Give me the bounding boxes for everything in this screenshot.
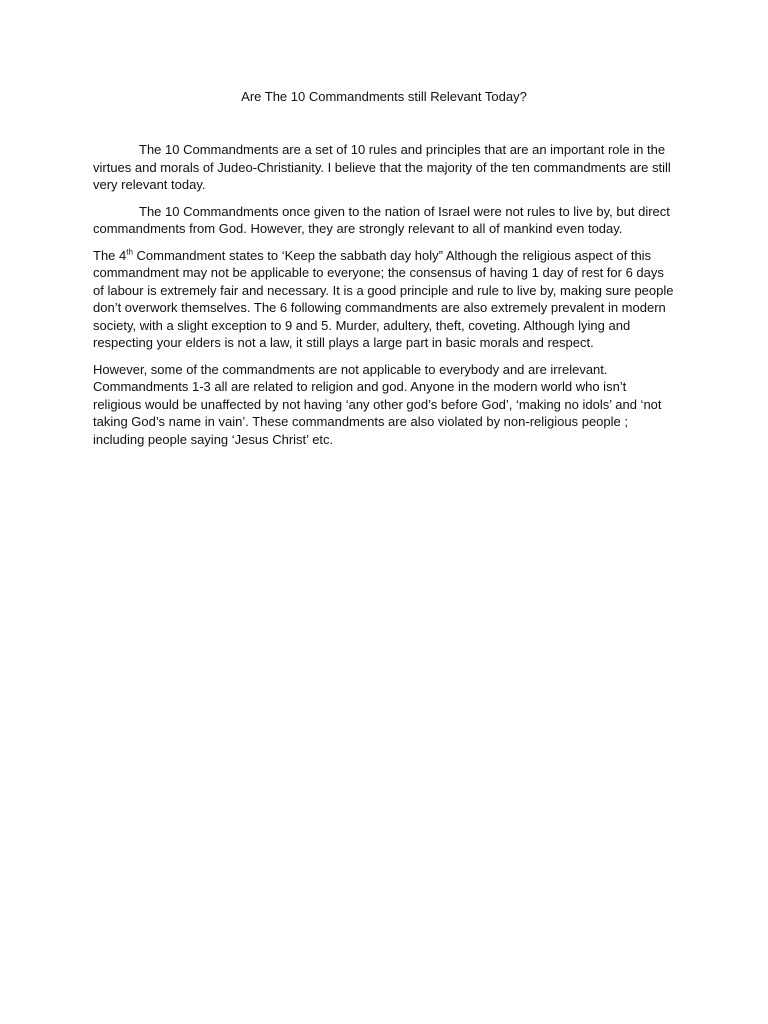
paragraph-israel: The 10 Commandments once given to the nation of Israel were not rules to live by, but direct commandments from God. However, they are strongly relevant to all of mankind even today. [93,203,670,236]
paragraph-text: Commandment states to ‘Keep the sabbath day holy” Although the religious aspect of this commandment may not be applicable to everyone; the consensus of having 1 day of rest for 6 days of labour is extremely fair and necessary. It is a good principle and rule to live by, making sure people don’t overwork themselves. The 6 following commandments are also extremely prevalent in modern society, with a slight exception to 9 and 5. Murder, adultery, theft, coveting. Although lying and respecting your elders is not a law, it still plays a large part in basic morals and respect. [93,247,674,350]
paragraph-irrelevant: However, some of the commandments are not applicable to everybody and are irrelevant. Commandments 1-3 all are related to religion and god. Anyone in the modern world who isn’t religious would be unaffected by not having ‘any other god’s before God’, ‘making no idols’ and ‘not taking God’s name in vain’. These commandments are also violated by non-religious people ; including people saying ‘Jesus Christ’ etc. [93,361,662,447]
paragraph-fourth-commandment [93,247,678,352]
document-body [93,141,678,457]
paragraph-intro: The 10 Commandments are a set of 10 rules and principles that are an important role in the virtues and morals of Judeo-Christianity. I believe that the majority of the ten commandments are still very relevant today. [93,142,671,192]
document-title: Are The 10 Commandments still Relevant Today? [241,89,527,104]
paragraph-prefix: The 4 [93,247,127,263]
ordinal-superscript: th [126,247,133,257]
